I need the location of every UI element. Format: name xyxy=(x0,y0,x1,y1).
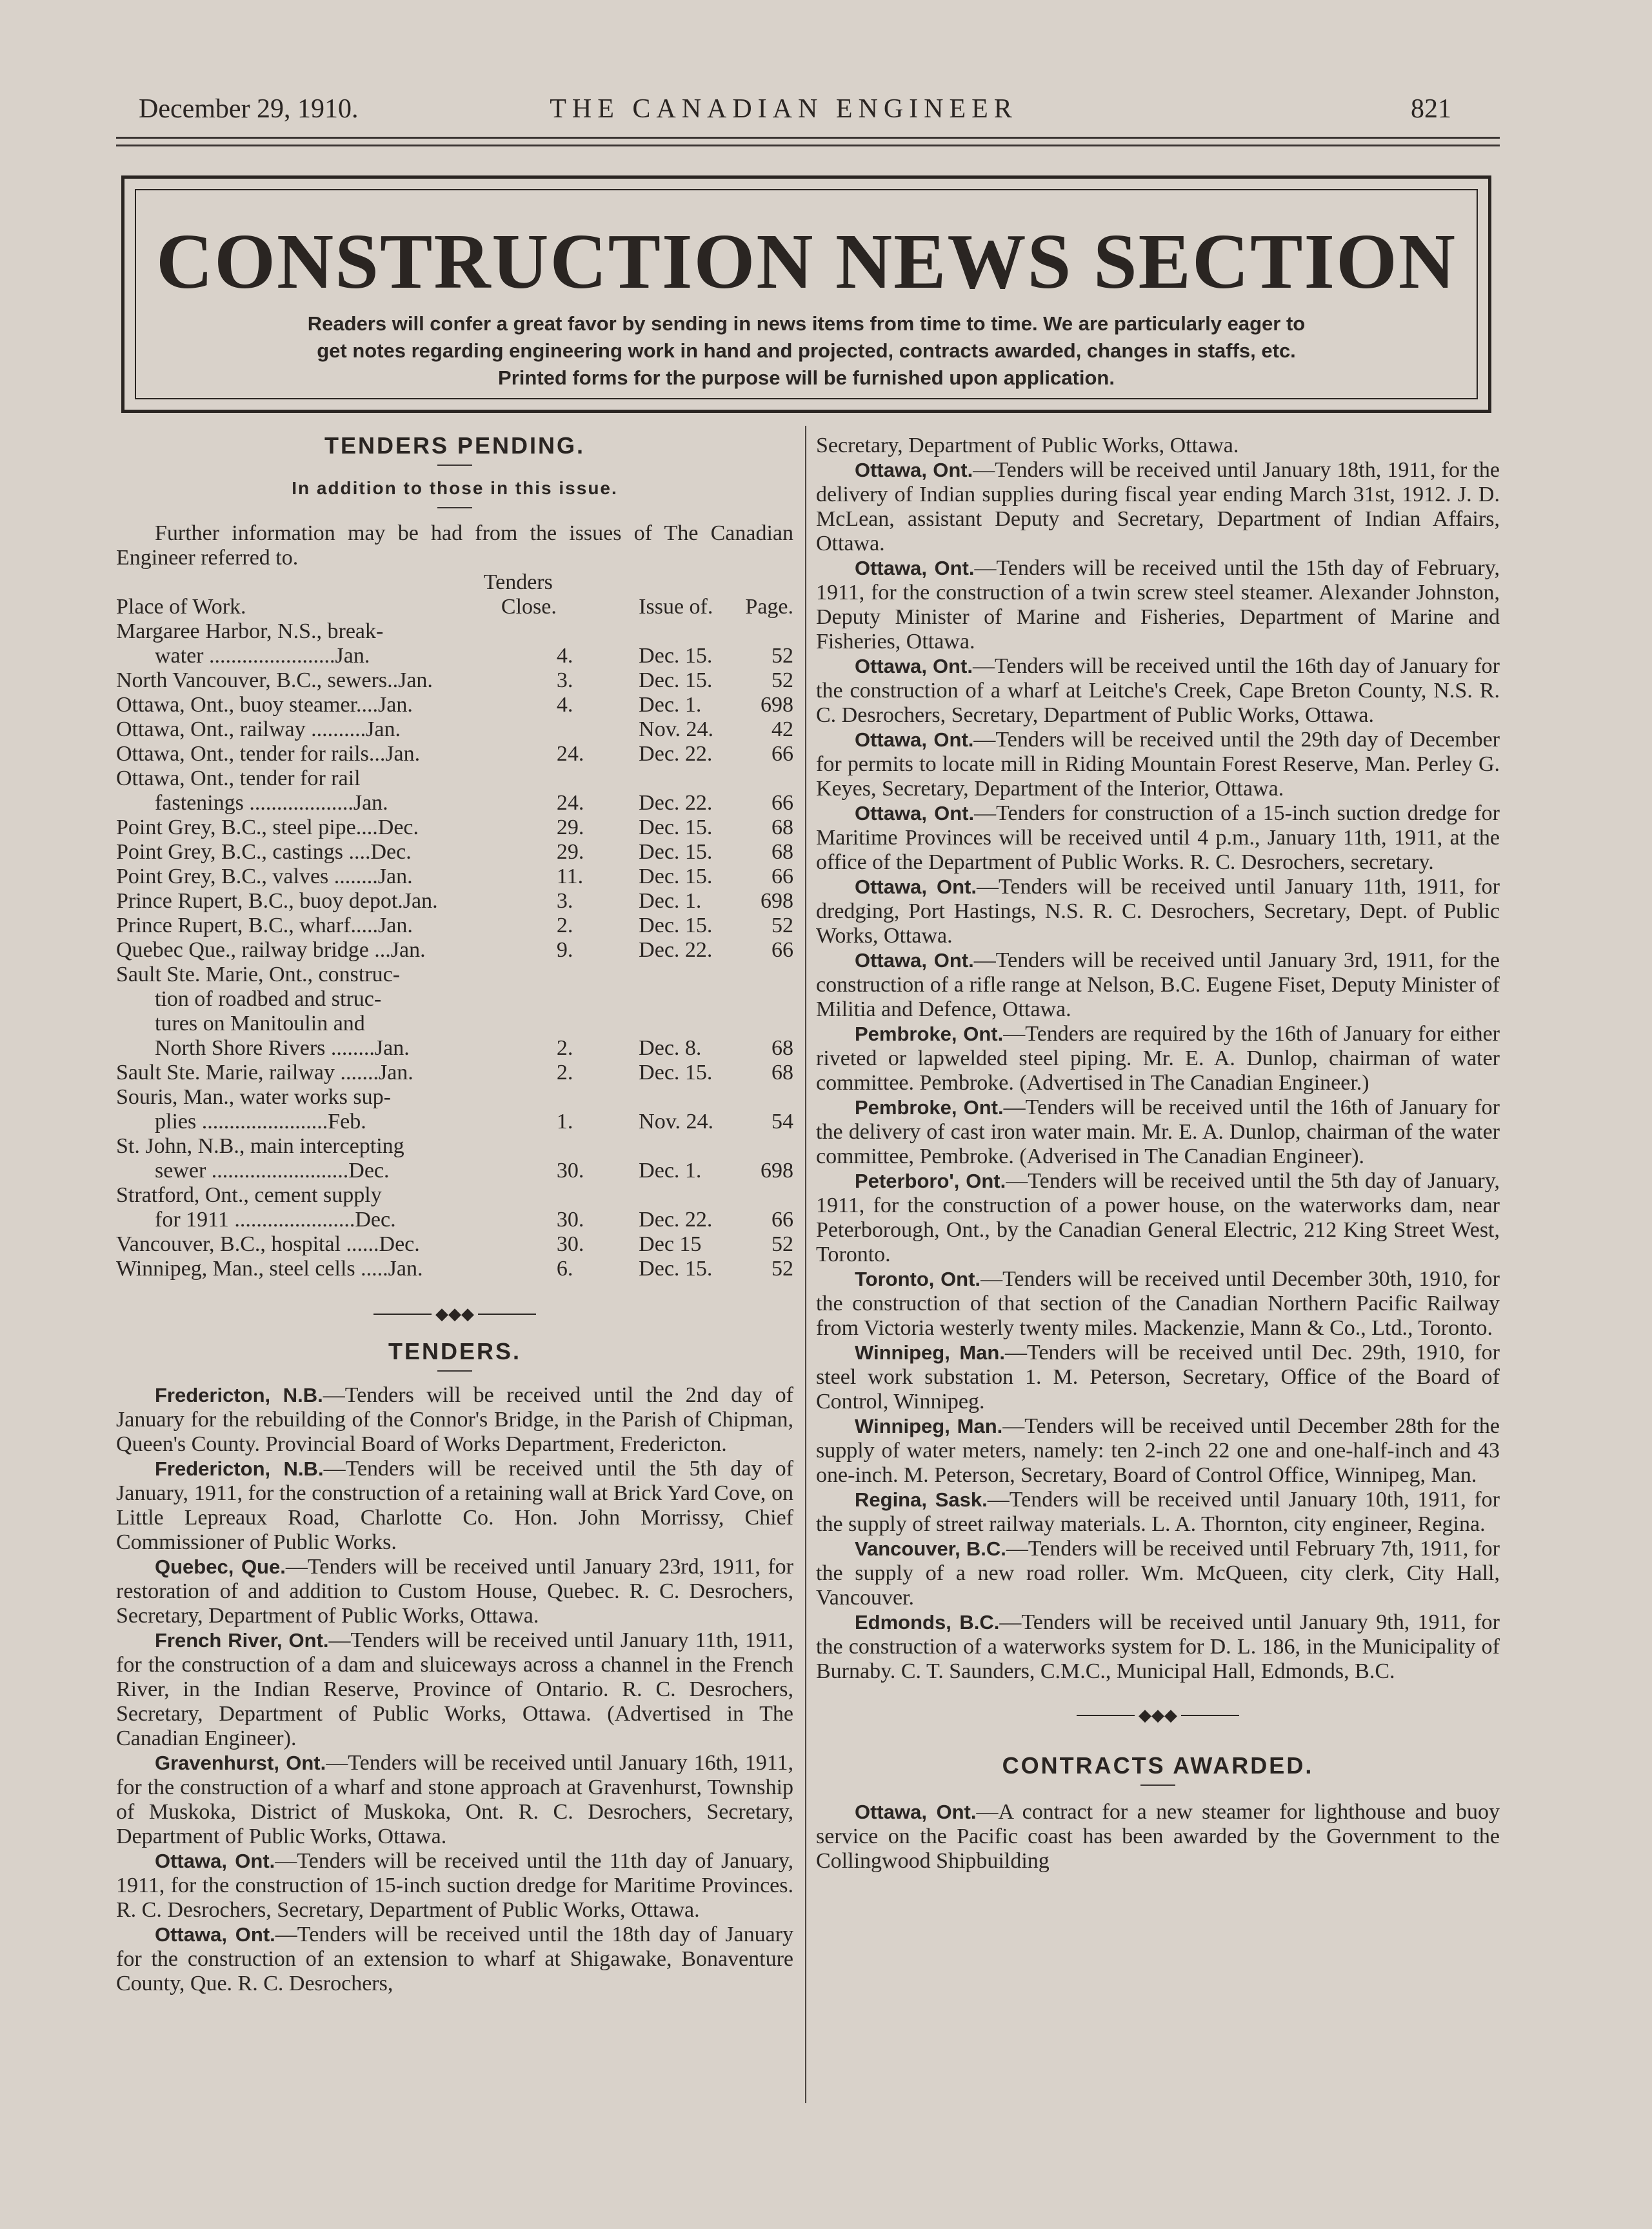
news-item xyxy=(816,1537,1500,1610)
issue-ref: Dec. 15. xyxy=(639,668,713,692)
page-ref xyxy=(745,1085,793,1110)
col-close: Close. xyxy=(501,595,557,619)
news-item-text: —Tenders will be received until the 15th day of February, 1911, for the construction of a twin screw steel steamer. Alexander Johnston, Deputy Minister of Marine and Fisheries, Department of Marine and Fisheries, Ottawa. xyxy=(816,556,1500,654)
banner-note xyxy=(162,310,1451,392)
news-item-place: Pembroke, Ont. xyxy=(855,1096,1004,1119)
page-ref: 66 xyxy=(771,865,793,888)
table-row xyxy=(116,644,793,668)
close-date xyxy=(557,766,600,791)
place: Winnipeg, Man., steel cells .....Jan. xyxy=(116,1257,423,1281)
page-ref: 52 xyxy=(771,914,793,937)
place: Ottawa, Ont., tender for rail xyxy=(116,766,361,790)
news-item-text: —Tenders will be received until January 10th, 1911, for the supply of street railway materials. L. A. Thornton, city engineer, Regina. xyxy=(816,1488,1500,1536)
contracts-awarded-heading: CONTRACTS AWARDED. xyxy=(1002,1752,1314,1779)
news-item-text: —Tenders will be received until January 9th, 1911, for the construction of a waterworks system for D. L. 186, in the Municipality of Burnaby. C. T. Saunders, C.M.C., Municipal Hall, Edmonds, B.C. xyxy=(816,1610,1500,1683)
close-date: 2. xyxy=(556,914,573,937)
table-row xyxy=(116,1183,793,1208)
news-item xyxy=(816,1800,1500,1874)
news-item-text: —Tenders are required by the 16th of January for either riveted or lapwelded steel piping. Mr. E. A. Dunlop, chairman of water committee. Pembroke. (Advertised in The Canadian Engineer.) xyxy=(816,1022,1500,1095)
news-item-place: Pembroke, Ont. xyxy=(855,1023,1004,1045)
place: Quebec Que., railway bridge ...Jan. xyxy=(116,938,426,962)
close-date: 24. xyxy=(556,791,584,815)
close-date xyxy=(557,1012,600,1036)
news-item-text: —Tenders will be received until the 16th of January for the delivery of cast iron water main. Mr. E. A. Dunlop, chairman of the water committee, Pembroke. (Adverised in The Canadian Engineer). xyxy=(816,1095,1500,1168)
banner-title: CONSTRUCTION NEWS SECTION xyxy=(156,218,1457,305)
page-ref xyxy=(745,619,793,644)
section-ornament: ◆◆◆ xyxy=(116,1301,793,1326)
close-date: 4. xyxy=(556,693,573,717)
issue-ref: Dec. 15. xyxy=(639,840,713,864)
news-item-place: Ottawa, Ont. xyxy=(855,655,973,677)
close-date xyxy=(557,963,600,987)
news-item xyxy=(116,1628,793,1751)
close-date: 30. xyxy=(556,1232,584,1256)
news-item xyxy=(816,1022,1500,1095)
close-date: 3. xyxy=(556,668,573,692)
news-item-text: —Tenders will be received until the 18th day of January for the construction of an extension to wharf at Shigawake, Bonaventure County, Que. R. C. Desrochers, xyxy=(116,1923,793,1996)
tenders-pending-intro: Further information may be had from the issues of The Canadian Engineer referred to. xyxy=(116,521,793,570)
news-item xyxy=(116,1751,793,1849)
news-item-place: Edmonds, B.C. xyxy=(855,1611,1000,1634)
news-item xyxy=(116,1849,793,1923)
place: St. John, N.B., main intercepting xyxy=(116,1134,404,1158)
header-rule-top xyxy=(116,137,1500,139)
table-row xyxy=(116,693,793,717)
news-item-place: Ottawa, Ont. xyxy=(855,949,974,972)
place: Point Grey, B.C., steel pipe....Dec. xyxy=(116,815,419,839)
banner-note-line: get notes regarding engineering work in hand and projected, contracts awarded, changes in staffs, etc. xyxy=(317,339,1296,362)
issue-date: December 29, 1910. xyxy=(139,94,359,124)
news-item-place: French River, Ont. xyxy=(155,1629,329,1652)
close-date: 4. xyxy=(556,644,573,668)
place: for 1911 ......................Dec. xyxy=(155,1208,396,1232)
news-item-text: —Tenders will be received until January 16th, 1911, for the construction of a wharf and stone approach at Gravenhurst, Township of Muskoka, District of Muskoka, Ont. R. C. Desrochers, Secretary, Department of Public Works, Ottawa. xyxy=(116,1751,793,1849)
section-ornament: ◆◆◆ xyxy=(816,1702,1500,1728)
close-date: 24. xyxy=(556,742,584,766)
news-item-text: —Tenders will be received until Dec. 29th, 1910, for steel work substation 1. M. Peterson, Secretary, Office of the Board of Control, Winnipeg. xyxy=(816,1341,1500,1414)
issue-ref: Dec. 15. xyxy=(639,644,713,668)
table-row xyxy=(116,840,793,865)
news-item xyxy=(116,1457,793,1555)
issue-ref: Dec. 15. xyxy=(639,1257,713,1281)
issue-ref: Dec. 1. xyxy=(639,693,702,717)
table-row xyxy=(116,717,793,742)
news-item xyxy=(816,875,1500,948)
news-item-place: Ottawa, Ont. xyxy=(855,802,975,825)
close-date: 30. xyxy=(556,1208,584,1232)
news-item xyxy=(816,728,1500,801)
issue-ref xyxy=(600,619,745,644)
news-item-place: Ottawa, Ont. xyxy=(855,557,975,579)
place: Margaree Harbor, N.S., break- xyxy=(116,619,384,643)
right-column xyxy=(816,434,1500,1874)
table-row xyxy=(116,914,793,938)
issue-ref: Dec. 22. xyxy=(639,938,713,962)
news-item-text: —Tenders will be received until January 3rd, 1911, for the construction of a rifle range at Nelson, B.C. Eugene Fiset, Deputy Minister of Militia and Defence, Ottawa. xyxy=(816,948,1500,1021)
page-ref: 66 xyxy=(771,791,793,815)
col-place: Place of Work. xyxy=(116,595,246,619)
place: Prince Rupert, B.C., wharf.....Jan. xyxy=(116,914,413,937)
place: Point Grey, B.C., valves ........Jan. xyxy=(116,865,413,888)
column-divider xyxy=(805,426,806,2103)
news-item-place: Winnipeg, Man. xyxy=(855,1341,1005,1364)
close-date: 29. xyxy=(556,840,584,864)
running-header xyxy=(116,94,1451,132)
news-item-place: Peterboro', Ont. xyxy=(855,1170,1006,1192)
issue-ref: Nov. 24. xyxy=(639,1110,714,1134)
close-date xyxy=(557,987,600,1012)
news-item-place: Ottawa, Ont. xyxy=(155,1923,275,1946)
close-date: 6. xyxy=(556,1257,573,1281)
close-date: 9. xyxy=(556,938,573,962)
place: water .......................Jan. xyxy=(155,644,370,668)
news-item-text: —Tenders will be received until the 5th day of January, 1911, for the construction of a retaining wall at Brick Yard Cove, on Little Lepreaux Road, Charlotte Co. Hon. John Morrissy, Chief Commissioner of Public Works. xyxy=(116,1457,793,1555)
news-item-text: —Tenders will be received until January 11th, 1911, for the construction of a dam and sluiceways across a channel in the French River, in the Indian Reserve, Province of Ontario. R. C. Desrochers, Secretary, Department of Public Works, Ottawa. (Advertised in The Canadian Engineer). xyxy=(116,1628,793,1751)
news-item-place: Quebec, Que. xyxy=(155,1555,286,1579)
issue-ref: Dec. 15. xyxy=(639,914,713,937)
page-ref xyxy=(745,987,793,1012)
page-ref xyxy=(745,1183,793,1208)
issue-ref xyxy=(600,1183,745,1208)
table-row xyxy=(116,1085,793,1110)
news-item-place: Ottawa, Ont. xyxy=(855,1801,977,1824)
news-item xyxy=(816,1095,1500,1169)
news-item-text: —Tenders will be received until December 28th for the supply of water meters, namely: ten 2-inch 22 one and one-half-inch and 43 one-inch. M. Peterson, Secretary, Board of Control Office, Winnipeg, Man. xyxy=(816,1414,1500,1487)
place: Ottawa, Ont., buoy steamer....Jan. xyxy=(116,693,413,717)
banner-inner-frame xyxy=(135,189,1478,399)
close-date: 2. xyxy=(556,1061,573,1085)
news-item xyxy=(816,1610,1500,1684)
news-item-place: Regina, Sask. xyxy=(855,1488,988,1511)
page-ref: 698 xyxy=(761,889,793,913)
table-row xyxy=(116,766,793,791)
news-item-text: —Tenders will be received until January 18th, 1911, for the delivery of Indian supplies during fiscal year ending March 31st, 1912. J. D. McLean, assistant Deputy and Secretary, Department of Indian Affairs, Ottawa. xyxy=(816,458,1500,555)
tenders-pending-subheading: In addition to those in this issue. xyxy=(292,478,618,498)
news-item-text: —A contract for a new steamer for lighthouse and buoy service on the Pacific coast has been awarded by the Government to the Collingwood Shipbuilding xyxy=(816,1800,1500,1874)
page-ref: 66 xyxy=(771,938,793,962)
news-item xyxy=(116,1383,793,1457)
news-item xyxy=(816,1414,1500,1488)
tenders-pending-table xyxy=(116,570,793,1281)
table-row xyxy=(116,987,793,1012)
issue-ref: Dec. 15. xyxy=(639,865,713,888)
page-ref: 68 xyxy=(771,815,793,839)
place: Point Grey, B.C., castings ....Dec. xyxy=(116,840,412,864)
page-ref: 54 xyxy=(771,1110,793,1134)
close-date: 2. xyxy=(556,1036,573,1060)
page-ref xyxy=(745,963,793,987)
close-date: 3. xyxy=(556,889,573,913)
page-ref: 68 xyxy=(771,1061,793,1085)
news-item-text: —Tenders will be received until January 23rd, 1911, for restoration of and addition to Custom House, Quebec. R. C. Desrochers, Secretary, Department of Public Works, Ottawa. xyxy=(116,1555,793,1628)
news-item-place: Vancouver, B.C. xyxy=(855,1537,1006,1560)
place: North Shore Rivers ........Jan. xyxy=(155,1036,410,1060)
place: Stratford, Ont., cement supply xyxy=(116,1183,382,1207)
place: Sault Ste. Marie, railway .......Jan. xyxy=(116,1061,413,1085)
table-row xyxy=(116,865,793,889)
news-item-text: —Tenders will be received until the 2nd day of January for the rebuilding of the Connor's Bridge, in the Parish of Chipman, Queen's County. Provincial Board of Works Department, Fredericton. xyxy=(116,1383,793,1457)
header-rule-bottom xyxy=(116,145,1500,146)
issue-ref: Dec. 1. xyxy=(639,1159,702,1183)
page-number: 821 xyxy=(1411,94,1451,124)
tenders-pending-heading: TENDERS PENDING. xyxy=(324,432,586,459)
banner-note-line: Readers will confer a great favor by sending in news items from time to time. We are particularly eager to xyxy=(307,312,1306,335)
close-date xyxy=(557,1183,600,1208)
close-date xyxy=(557,1134,600,1159)
heading-rule xyxy=(1140,1784,1175,1786)
news-item-place: Fredericton, N.B. xyxy=(155,1384,323,1407)
news-item-text: —Tenders will be received until the 11th day of January, 1911, for the construction of 15-inch suction dredge for Maritime Provinces. R. C. Desrochers, Secretary, Department of Public Works, Ottawa. xyxy=(116,1849,793,1923)
heading-rule xyxy=(437,465,472,466)
tenders-heading: TENDERS. xyxy=(388,1338,522,1365)
table-row xyxy=(116,1159,793,1183)
news-item xyxy=(816,1488,1500,1537)
news-item-text: —Tenders will be received until the 29th day of December for permits to locate mill in Riding Mountain Forest Reserve, Man. Perley G. Keyes, Secretary, Department of the Interior, Ottawa. xyxy=(816,728,1500,801)
news-item-text: —Tenders will be received until February 7th, 1911, for the supply of a new road roller. Wm. McQueen, city clerk, City Hall, Vancouver. xyxy=(816,1537,1500,1610)
place: tures on Manitoulin and xyxy=(155,1012,365,1035)
page-ref: 52 xyxy=(771,1257,793,1281)
table-row xyxy=(116,742,793,766)
place: Vancouver, B.C., hospital ......Dec. xyxy=(116,1232,420,1256)
news-item-text: —Tenders will be received until December 30th, 1910, for the construction of that section of the Canadian Northern Pacific Railway from Victoria westerly twenty miles. Mackenzie, Mann & Co., Ltd., Toronto. xyxy=(816,1267,1500,1340)
col-page: Page. xyxy=(745,595,793,619)
issue-ref: Nov. 24. xyxy=(639,717,714,741)
table-row xyxy=(116,1134,793,1159)
page-ref xyxy=(745,1012,793,1036)
issue-ref: Dec. 22. xyxy=(639,742,713,766)
table-row xyxy=(116,1208,793,1232)
news-item-place: Ottawa, Ont. xyxy=(855,875,977,898)
close-date: 30. xyxy=(556,1159,584,1183)
news-item-place: Winnipeg, Man. xyxy=(855,1415,1003,1437)
table-row xyxy=(116,1012,793,1036)
issue-ref: Dec. 22. xyxy=(639,1208,713,1232)
table-row xyxy=(116,1232,793,1257)
tender-continued: Secretary, Department of Public Works, Ottawa. xyxy=(816,434,1239,457)
news-item-text: —Tenders will be received until January 11th, 1911, for dredging, Port Hastings, N.S. R. C. Desrochers, Secretary, Dept. of Public Works, Ottawa. xyxy=(816,875,1500,948)
news-item xyxy=(816,1267,1500,1341)
news-item xyxy=(816,948,1500,1022)
news-item xyxy=(116,1555,793,1628)
close-date xyxy=(557,717,600,742)
page-ref: 698 xyxy=(761,1159,793,1183)
news-item xyxy=(816,654,1500,728)
news-item xyxy=(116,1923,793,1996)
close-date xyxy=(557,1085,600,1110)
news-item-place: Ottawa, Ont. xyxy=(855,459,973,481)
news-item-text: —Tenders will be received until the 5th day of January, 1911, for the construction of a power house, on the waterworks dam, near Peterborough, Ont., by the Canadian General Electric, 212 King Street West, Toronto. xyxy=(816,1169,1500,1266)
close-date xyxy=(557,619,600,644)
issue-ref: Dec 15 xyxy=(639,1232,702,1256)
close-date: 1. xyxy=(556,1110,573,1134)
table-row xyxy=(116,1257,793,1281)
news-item-text: —Tenders will be received until the 16th day of January for the construction of a wharf at Leitche's Creek, Cape Breton County, N.S. R. C. Desrochers, Secretary, Department of Public Works, Ottawa. xyxy=(816,654,1500,727)
page-ref: 42 xyxy=(771,717,793,741)
table-row xyxy=(116,815,793,840)
table-row xyxy=(116,619,793,644)
issue-ref xyxy=(600,1012,745,1036)
heading-rule xyxy=(437,1370,472,1372)
page-ref xyxy=(745,1134,793,1159)
page-ref: 66 xyxy=(771,1208,793,1232)
journal-title: THE CANADIAN ENGINEER xyxy=(550,94,1018,124)
issue-ref: Dec. 8. xyxy=(639,1036,702,1060)
place: North Vancouver, B.C., sewers..Jan. xyxy=(116,668,433,692)
heading-rule xyxy=(437,507,472,508)
news-item xyxy=(816,458,1500,556)
page-ref xyxy=(745,766,793,791)
place: Ottawa, Ont., tender for rails...Jan. xyxy=(116,742,421,766)
table-row xyxy=(116,1061,793,1085)
issue-ref: Dec. 1. xyxy=(639,889,702,913)
issue-ref: Dec. 15. xyxy=(639,1061,713,1085)
section-banner xyxy=(121,175,1491,413)
place: Souris, Man., water works sup- xyxy=(116,1085,391,1109)
news-item-text: —Tenders for construction of a 15-inch suction dredge for Maritime Provinces will be received until 4 p.m., January 11th, 1911, at the office of the Department of Public Works. R. C. Desrochers, secretary. xyxy=(816,801,1500,874)
issue-ref xyxy=(600,1134,745,1159)
place: tion of roadbed and struc- xyxy=(155,987,382,1011)
page-ref: 68 xyxy=(771,840,793,864)
place: fastenings ...................Jan. xyxy=(155,791,388,815)
issue-ref xyxy=(600,987,745,1012)
issue-ref: Dec. 15. xyxy=(639,815,713,839)
place: sewer .........................Dec. xyxy=(155,1159,390,1183)
issue-ref xyxy=(600,766,745,791)
place: Sault Ste. Marie, Ont., construc- xyxy=(116,963,401,986)
news-item-place: Ottawa, Ont. xyxy=(155,1850,275,1873)
page-ref: 698 xyxy=(761,693,793,717)
issue-ref xyxy=(600,1085,745,1110)
table-row xyxy=(116,963,793,987)
news-item xyxy=(816,1169,1500,1267)
place: Ottawa, Ont., railway ..........Jan. xyxy=(116,717,401,741)
banner-note-line: Printed forms for the purpose will be furnished upon application. xyxy=(498,366,1115,389)
issue-ref: Dec. 22. xyxy=(639,791,713,815)
table-row xyxy=(116,938,793,963)
table-row xyxy=(116,1036,793,1061)
page-ref: 68 xyxy=(771,1036,793,1060)
news-item xyxy=(816,801,1500,875)
page-ref: 52 xyxy=(771,644,793,668)
table-row xyxy=(116,889,793,914)
place: plies .......................Feb. xyxy=(155,1110,366,1134)
news-item-place: Gravenhurst, Ont. xyxy=(155,1752,326,1775)
table-row xyxy=(116,791,793,815)
news-item-place: Ottawa, Ont. xyxy=(855,728,974,751)
table-row xyxy=(116,1110,793,1134)
news-item-place: Toronto, Ont. xyxy=(855,1268,981,1290)
page-ref: 52 xyxy=(771,1232,793,1256)
col-close-top: Tenders xyxy=(483,570,553,594)
close-date: 29. xyxy=(556,815,584,839)
col-issue: Issue of. xyxy=(639,595,713,619)
issue-ref xyxy=(600,963,745,987)
news-item xyxy=(816,556,1500,654)
left-column xyxy=(116,434,793,1996)
close-date: 11. xyxy=(556,865,584,888)
page-ref: 52 xyxy=(771,668,793,692)
page-ref: 66 xyxy=(771,742,793,766)
news-item xyxy=(816,1341,1500,1414)
table-row xyxy=(116,668,793,693)
place: Prince Rupert, B.C., buoy depot.Jan. xyxy=(116,889,438,913)
news-item-place: Fredericton, N.B. xyxy=(155,1457,324,1481)
